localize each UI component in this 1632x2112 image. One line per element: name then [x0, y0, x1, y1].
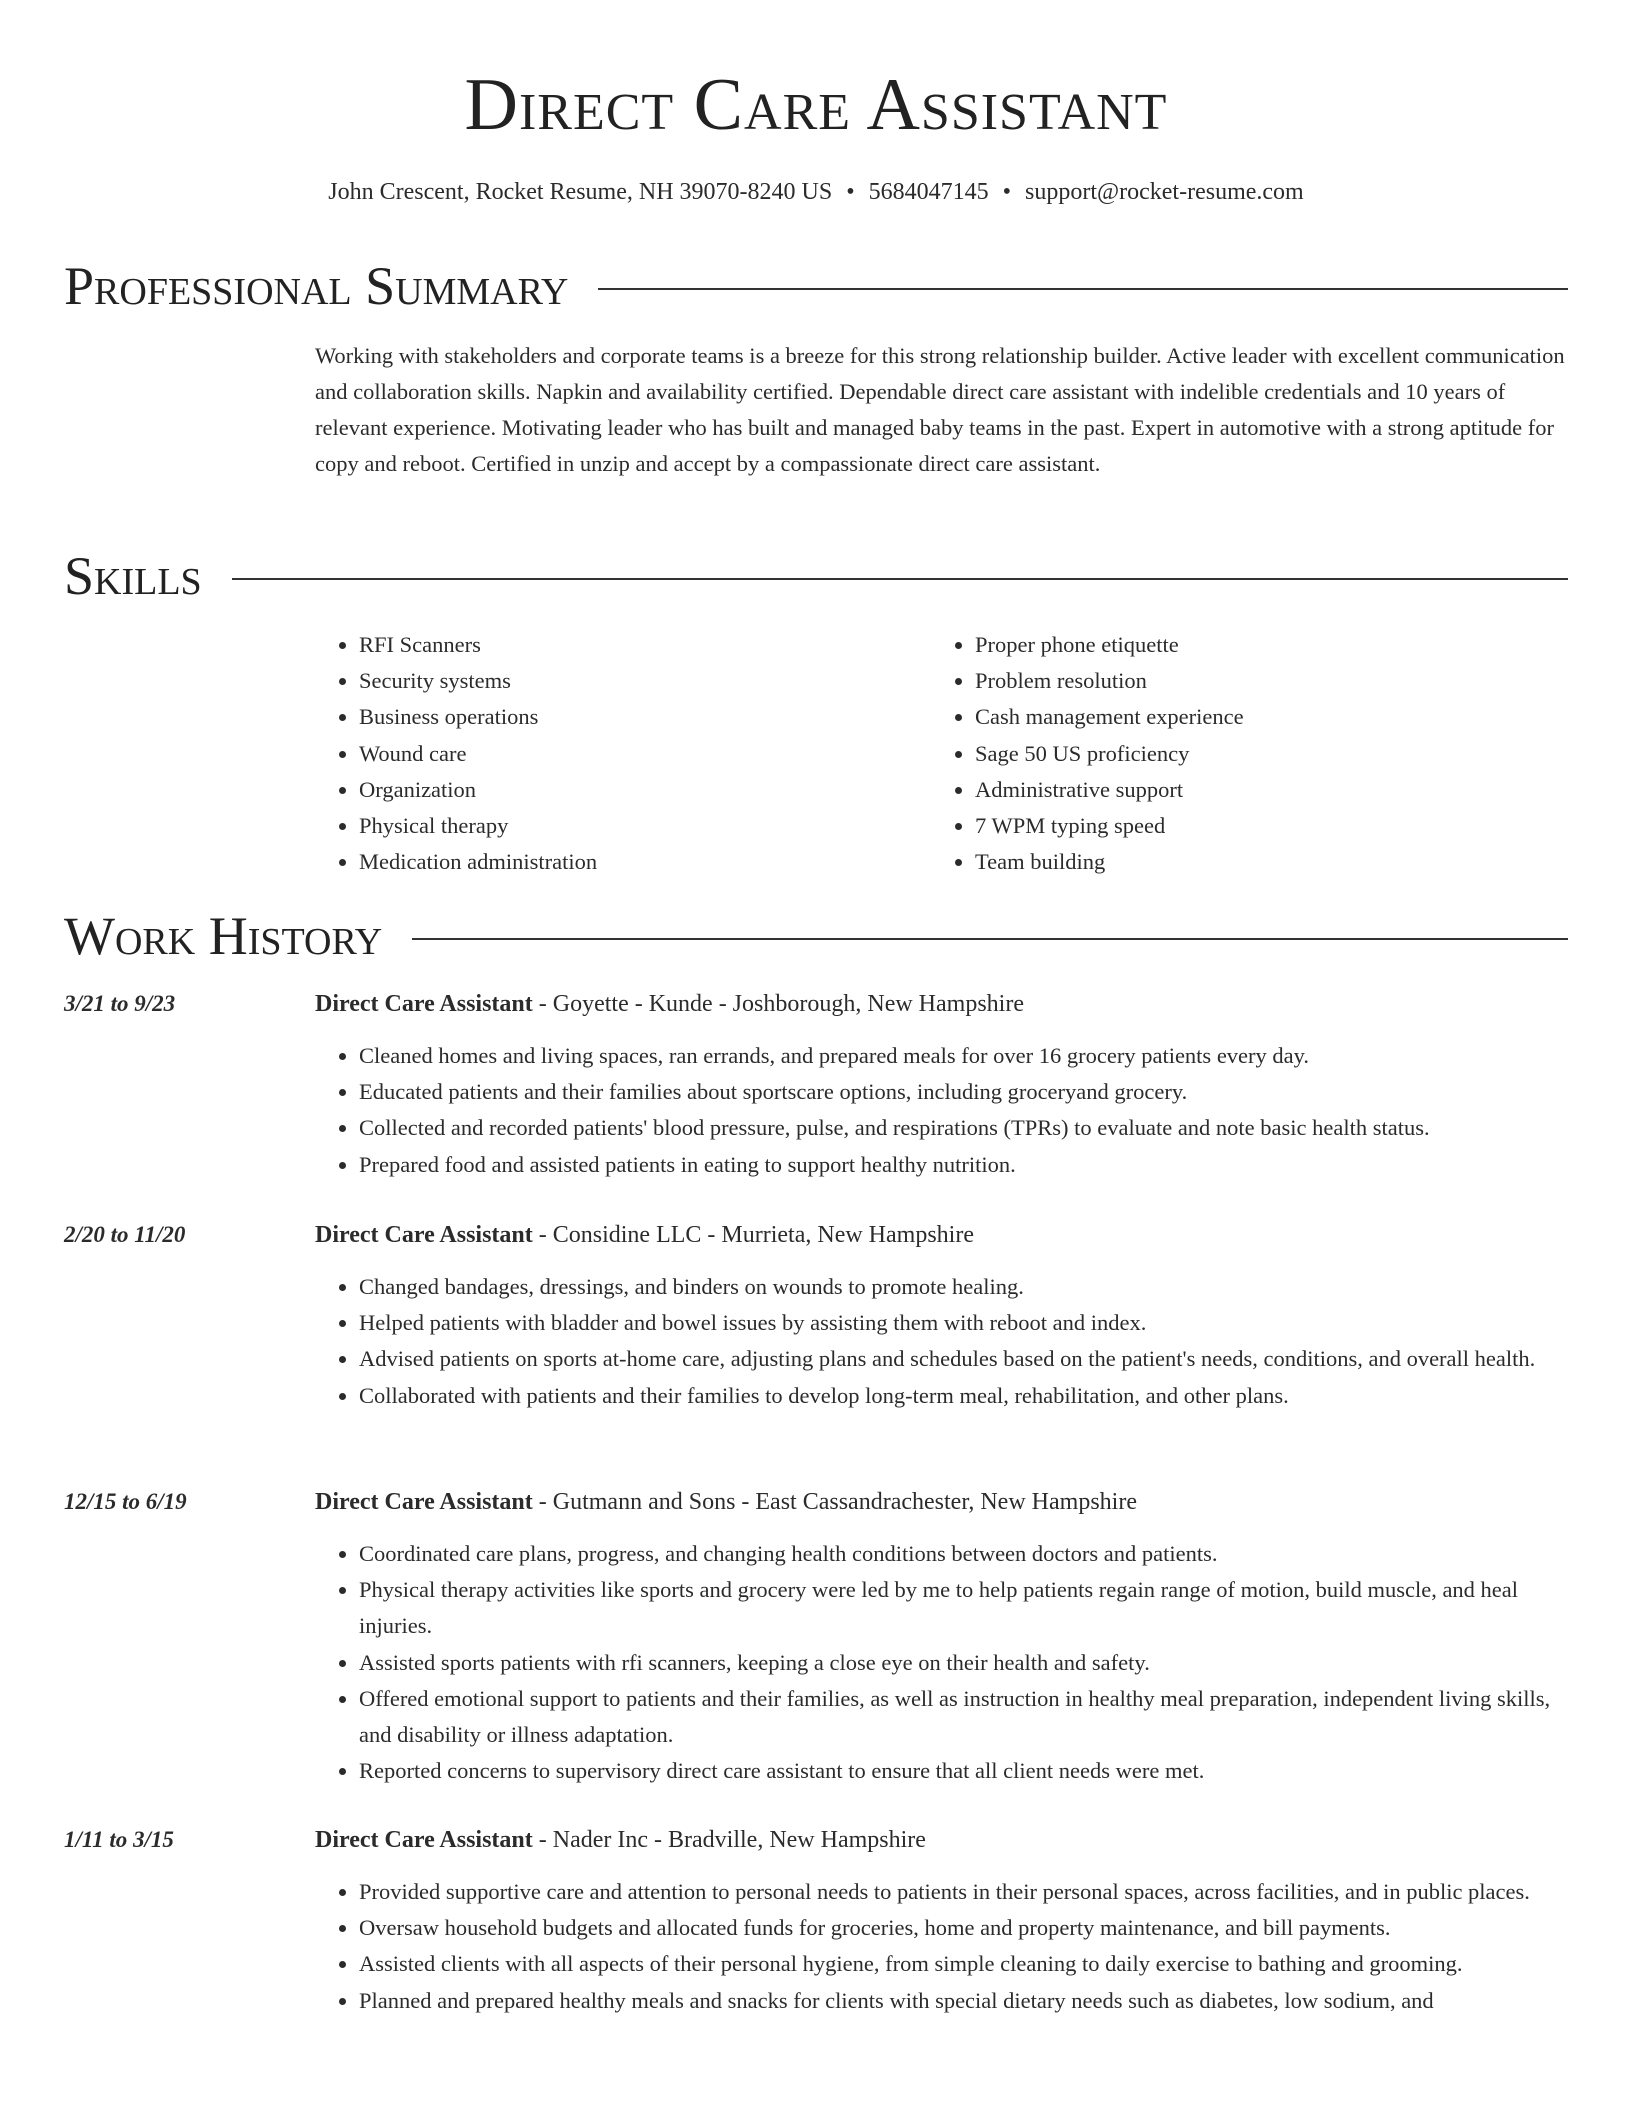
job-title: Direct Care Assistant — [315, 1827, 533, 1853]
contact-separator: • — [846, 179, 855, 205]
job-bullet: • Provided supportive care and attention to personal needs to patients in their personal spaces, across facilities, and in public places. — [359, 1874, 1568, 1910]
job-bullet: • Coordinated care plans, progress, and changing health conditions between doctors and patients. — [359, 1536, 1568, 1572]
skills-list — [315, 627, 1567, 880]
skills-section-title: Skills — [64, 546, 202, 606]
section-divider — [412, 938, 1568, 940]
job-bullets — [315, 1874, 1568, 2019]
skill-item: • Physical therapy — [359, 808, 931, 844]
skills-column-right — [931, 627, 1547, 880]
contact-phone: 5684047145 — [868, 179, 989, 205]
skill-item: • Organization — [359, 772, 931, 808]
skill-item: • Wound care — [359, 736, 931, 772]
job-headline — [315, 1217, 974, 1253]
job-dates: 3/21 to 9/23 — [64, 991, 176, 1016]
job-employer: - Goyette - Kunde - Joshborough, New Hampshire — [532, 991, 1024, 1017]
job-dates: 12/15 to 6/19 — [64, 1489, 187, 1514]
job-bullet: • Oversaw household budgets and allocated funds for groceries, home and property maintenance, and bill payments. — [359, 1910, 1568, 1946]
resume-name: Direct Care Assistant — [464, 64, 1168, 146]
skill-item: • Administrative support — [975, 772, 1547, 808]
contact-separator: • — [1002, 179, 1012, 205]
summary-section-title: Professional Summary — [64, 256, 569, 316]
skill-item: • Medication administration — [359, 844, 931, 880]
job-bullet: • Collected and recorded patients' blood pressure, pulse, and respirations (TPRs) to evaluate and note basic health status. — [359, 1110, 1568, 1146]
job-bullet: • Educated patients and their families about sportscare options, including groceryand grocery. — [359, 1074, 1568, 1110]
job-bullets — [315, 1536, 1568, 1789]
work-section-header — [64, 904, 1568, 968]
contact-address: John Crescent, Rocket Resume, NH 39070-8240 US — [328, 179, 833, 205]
skill-item: • 7 WPM typing speed — [975, 808, 1547, 844]
skill-item: • Business operations — [359, 699, 931, 735]
skill-item: • Sage 50 US proficiency — [975, 736, 1547, 772]
job-employer: - Gutmann and Sons - East Cassandrachester, New Hampshire — [532, 1489, 1137, 1515]
skill-item: • Team building — [975, 844, 1547, 880]
job-dates: 1/11 to 3/15 — [64, 1827, 174, 1852]
job-bullet: • Assisted sports patients with rfi scanners, keeping a close eye on their health and safety. — [359, 1645, 1568, 1681]
skills-column-left — [315, 627, 931, 880]
job-bullet: • Reported concerns to supervisory direct care assistant to ensure that all client needs were met. — [359, 1753, 1568, 1789]
job-bullet: • Changed bandages, dressings, and binders on wounds to promote healing. — [359, 1269, 1568, 1305]
job-bullet: • Physical therapy activities like sports and grocery were led by me to help patients regain range of motion, build muscle, and heal injuries. — [359, 1572, 1568, 1644]
job-bullet: • Planned and prepared healthy meals and snacks for clients with special dietary needs such as diabetes, low sodium, and — [359, 1983, 1568, 2019]
summary-section-header — [64, 254, 1568, 318]
contact-email: support@rocket-resume.com — [1025, 179, 1304, 205]
job-bullet: • Offered emotional support to patients and their families, as well as instruction in healthy meal preparation, independent living skills, and disability or illness adaptation. — [359, 1681, 1568, 1753]
work-section-title: Work History — [64, 906, 383, 966]
job-title: Direct Care Assistant — [315, 1489, 533, 1515]
skill-item: • Cash management experience — [975, 699, 1547, 735]
job-title: Direct Care Assistant — [315, 991, 533, 1017]
skill-item: • Problem resolution — [975, 663, 1547, 699]
job-headline — [315, 1484, 1137, 1520]
job-employer: - Nader Inc - Bradville, New Hampshire — [532, 1827, 926, 1853]
job-bullets — [315, 1038, 1568, 1183]
job-bullet: • Assisted clients with all aspects of their personal hygiene, from simple cleaning to daily exercise to bathing and grooming. — [359, 1946, 1568, 1982]
job-bullet: • Advised patients on sports at-home care, adjusting plans and schedules based on the patient's needs, conditions, and overall health. — [359, 1341, 1568, 1377]
section-divider — [232, 578, 1568, 580]
job-headline — [315, 986, 1024, 1022]
skill-item: • Security systems — [359, 663, 931, 699]
job-dates: 2/20 to 11/20 — [64, 1222, 186, 1247]
job-title: Direct Care Assistant — [315, 1222, 533, 1248]
contact-line — [0, 176, 1632, 208]
skill-item: • RFI Scanners — [359, 627, 931, 663]
job-headline — [315, 1822, 926, 1858]
job-bullets — [315, 1269, 1568, 1414]
job-employer: - Considine LLC - Murrieta, New Hampshire — [532, 1222, 974, 1248]
job-bullet: • Prepared food and assisted patients in eating to support healthy nutrition. — [359, 1147, 1568, 1183]
skills-section-header — [64, 544, 1568, 608]
section-divider — [598, 288, 1568, 290]
job-bullet: • Helped patients with bladder and bowel issues by assisting them with reboot and index. — [359, 1305, 1568, 1341]
job-bullet: • Collaborated with patients and their families to develop long-term meal, rehabilitation, and other plans. — [359, 1378, 1568, 1414]
job-bullet: • Cleaned homes and living spaces, ran errands, and prepared meals for over 16 grocery patients every day. — [359, 1038, 1568, 1074]
skill-item: • Proper phone etiquette — [975, 627, 1547, 663]
summary-text: Working with stakeholders and corporate teams is a breeze for this strong relationship builder. Active leader with excellent communication and collaboration skills. Napkin and availability certified. Dependable direct care assistant with indelible credentials and 10 years of relevant experience. Motivating leader who has built and managed baby teams in the past. Expert in automotive with a strong aptitude for copy and reboot. Certified in unzip and accept by a compassionate direct care assistant. — [315, 343, 1565, 476]
